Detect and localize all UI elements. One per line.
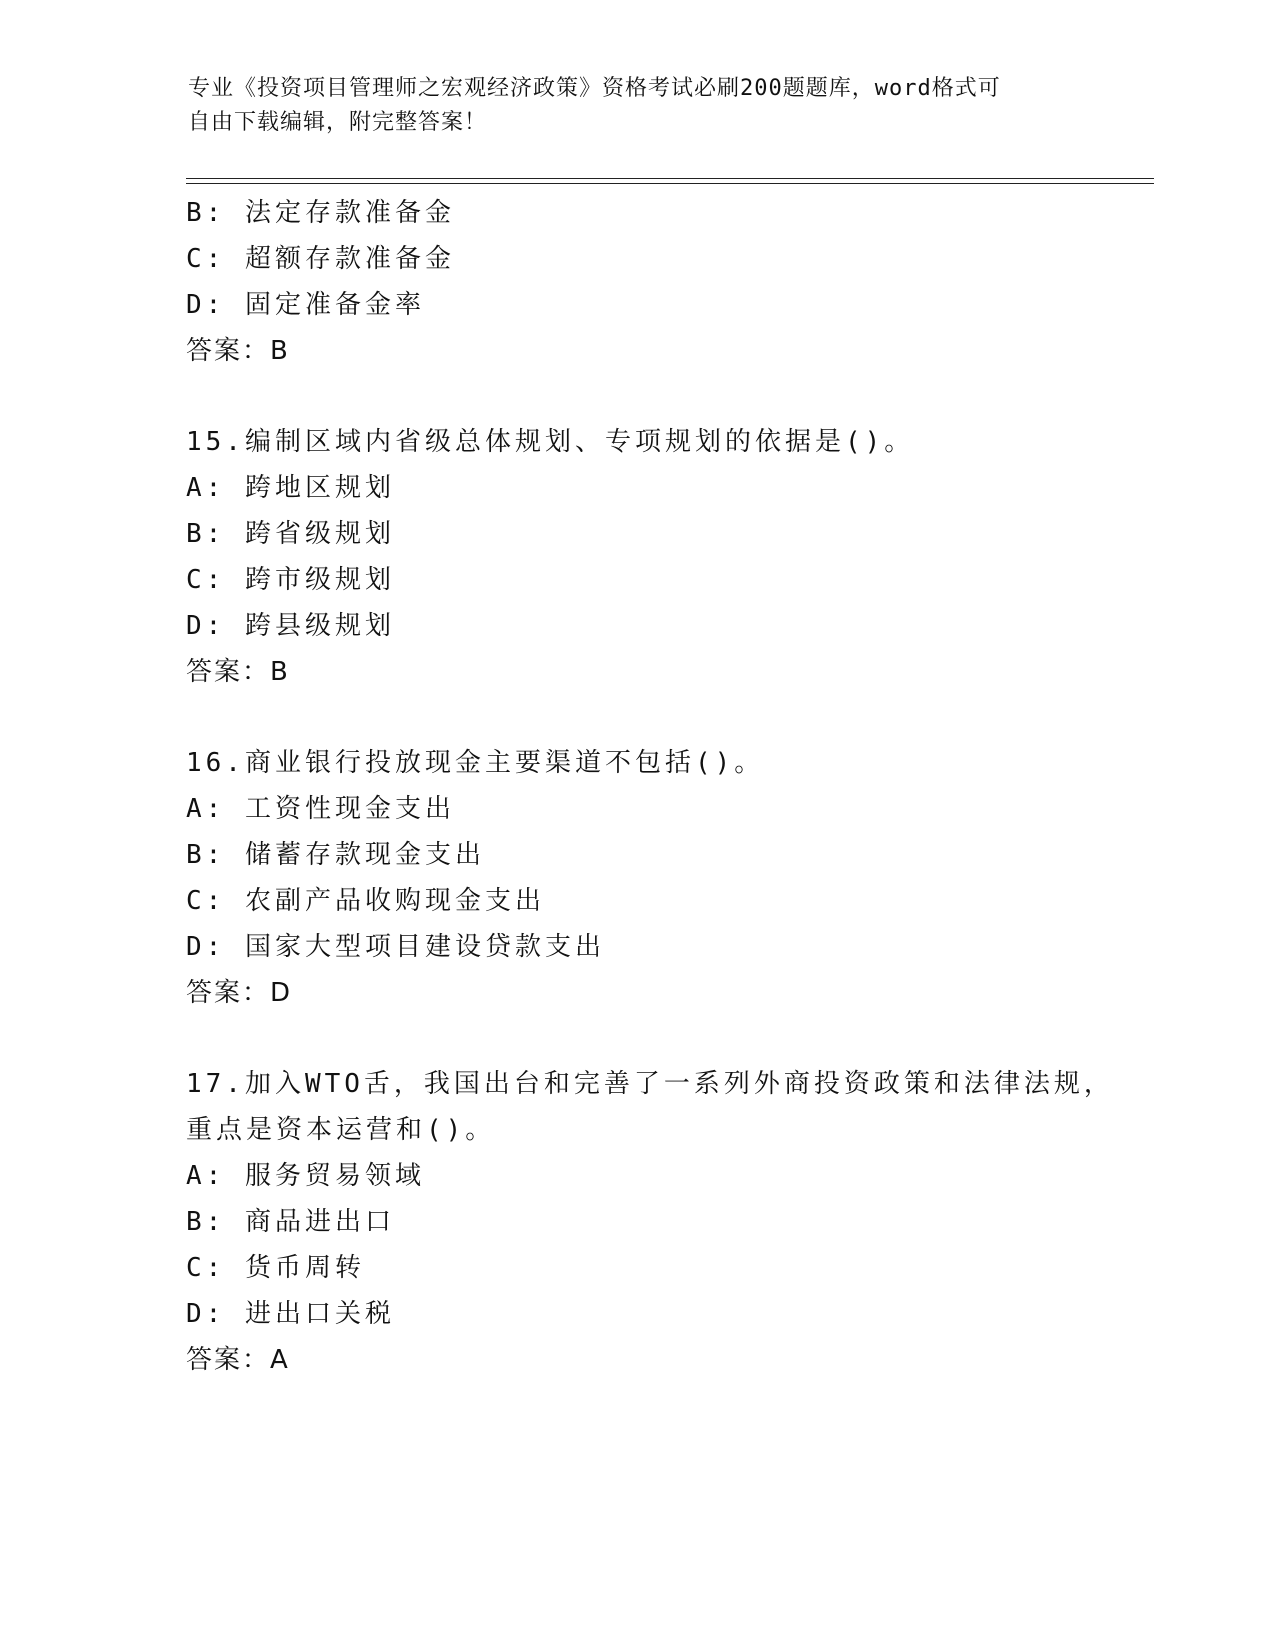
question-block-prev xyxy=(186,190,1146,374)
option-b: B: 储蓄存款现金支出 xyxy=(186,840,485,870)
header-rule-bottom xyxy=(186,183,1154,184)
answer: 答案：B xyxy=(186,336,290,366)
option-c: C: 超额存款准备金 xyxy=(186,244,455,274)
option-a: A: 跨地区规划 xyxy=(186,473,395,503)
option-d: D: 进出口关税 xyxy=(186,1299,395,1329)
question-stem: 15.编制区域内省级总体规划、专项规划的依据是()。 xyxy=(186,427,915,457)
option-c: C: 跨市级规划 xyxy=(186,565,395,595)
question-block-17 xyxy=(186,1061,1146,1383)
document-header xyxy=(188,72,1068,140)
option-b: B: 法定存款准备金 xyxy=(186,198,455,228)
option-d: D: 固定准备金率 xyxy=(186,290,425,320)
question-block-15 xyxy=(186,419,1146,695)
question-stem-line-1: 17.加入WTO舌，我国出台和完善了一系列外商投资政策和法律法规， xyxy=(186,1069,1114,1099)
question-stem-line-2: 重点是资本运营和()。 xyxy=(186,1115,496,1145)
option-c: C: 货币周转 xyxy=(186,1253,365,1283)
option-c: C: 农副产品收购现金支出 xyxy=(186,886,545,916)
option-b: B: 跨省级规划 xyxy=(186,519,395,549)
option-a: A: 工资性现金支出 xyxy=(186,794,455,824)
document-body xyxy=(186,190,1146,1383)
option-a: A: 服务贸易领域 xyxy=(186,1161,425,1191)
header-line-2: 自由下载编辑，附完整答案！ xyxy=(188,110,488,135)
option-b: B: 商品进出口 xyxy=(186,1207,395,1237)
question-block-16 xyxy=(186,740,1146,1016)
option-d: D: 跨县级规划 xyxy=(186,611,395,641)
question-stem: 16.商业银行投放现金主要渠道不包括()。 xyxy=(186,748,765,778)
option-d: D: 国家大型项目建设贷款支出 xyxy=(186,932,605,962)
answer: 答案：D xyxy=(186,978,293,1008)
header-line-1: 专业《投资项目管理师之宏观经济政策》资格考试必刷200题题库，word格式可 xyxy=(188,76,1001,101)
answer: 答案：A xyxy=(186,1345,290,1375)
header-rule-top xyxy=(186,178,1154,179)
answer: 答案：B xyxy=(186,657,290,687)
